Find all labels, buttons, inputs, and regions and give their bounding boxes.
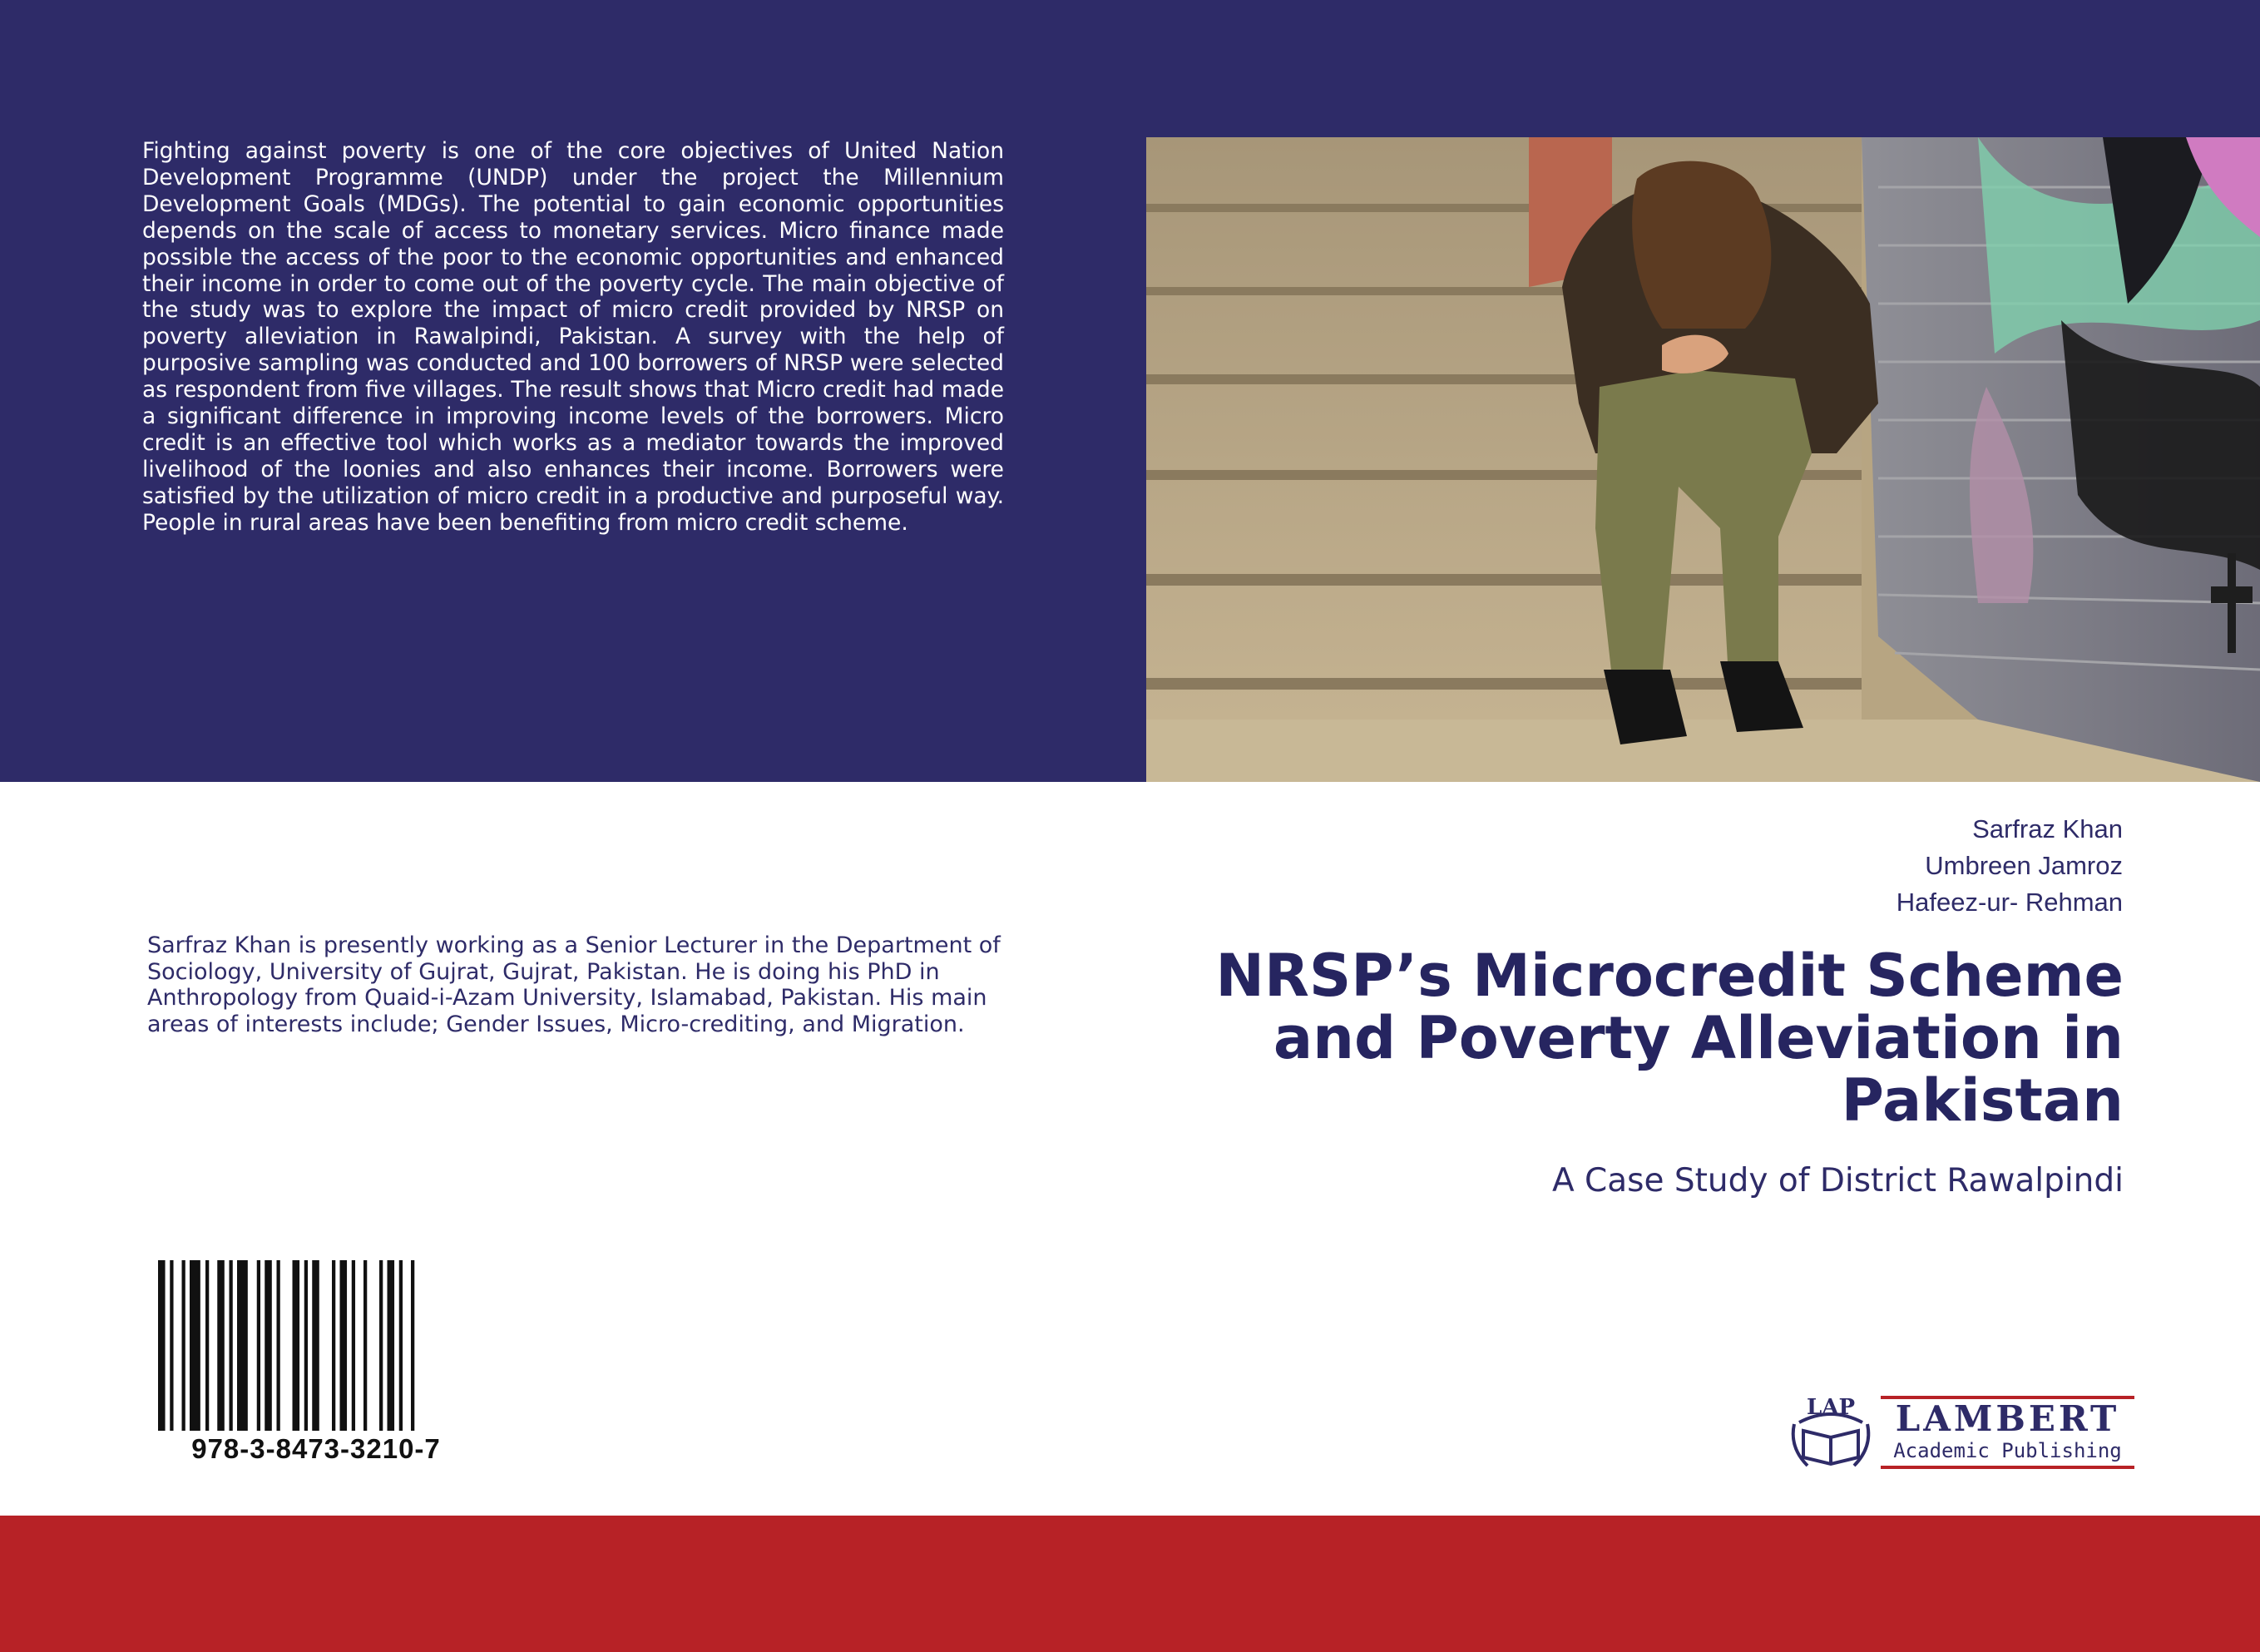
bottom-red-band	[0, 1516, 2260, 1652]
isbn-number: 978-3-8473-3210-7	[191, 1433, 441, 1464]
book-emblem-icon	[1783, 1389, 1878, 1472]
author-name: Hafeez-ur- Rehman	[1896, 888, 2123, 917]
author-name: Sarfraz Khan	[1972, 814, 2123, 843]
book-subtitle: A Case Study of District Rawalpindi	[1551, 1162, 2124, 1199]
publisher-logo	[1783, 1389, 2136, 1472]
book-title: NRSP’s Microcredit Scheme and Poverty Alleviation in Pakistan	[1215, 942, 2124, 1135]
publisher-name: LAMBERT	[1895, 1398, 2120, 1439]
cover-photo-illustration	[1146, 137, 2260, 782]
barcode	[158, 1260, 474, 1431]
cover-photo	[1146, 137, 2260, 782]
author-bio: Sarfraz Khan is presently working as a Senior Lecturer in the Department of Sociology, University of Gujrat, Gujrat, Pakistan. He is doing his PhD in Anthropology from Quaid-i-Azam University, Islamabad, Pakistan. His main areas of interests include; Gender Issues, Micro-crediting, and Migration.	[147, 932, 1001, 1037]
logo-rule-bottom	[1881, 1466, 2134, 1469]
author-name: Umbreen Jamroz	[1925, 851, 2123, 880]
authors-list	[1897, 811, 2123, 921]
emblem-text: LAP	[1806, 1395, 1856, 1420]
publisher-tagline: Academic Publishing	[1893, 1439, 2122, 1462]
back-cover-blurb: Fighting against poverty is one of the core objectives of United Nation Development Programme (UNDP) under the project the Millennium Development Goals (MDGs). The potential to gain economic opportunities depends on the scale of access to monetary services. Micro finance made possible the access of the poor to the economic opportunities and enhanced their income in order to come out of the poverty cycle. The main objective of the study was to explore the impact of micro credit provided by NRSP on poverty alleviation in Rawalpindi, Pakistan. A survey with the help of purposive sampling was conducted and 100 borrowers of NRSP were selected as respondent from five villages. The result shows that Micro credit had made a significant difference in improving income levels of the borrowers. Micro credit is an effective tool which works as a mediator towards the improved livelihood of the loonies and also enhances their income. Borrowers were satisfied by the utilization of micro credit in a productive and purposeful way. People in rural areas have been benefiting from micro credit scheme.	[142, 138, 1004, 536]
barcode-bars	[158, 1260, 474, 1431]
